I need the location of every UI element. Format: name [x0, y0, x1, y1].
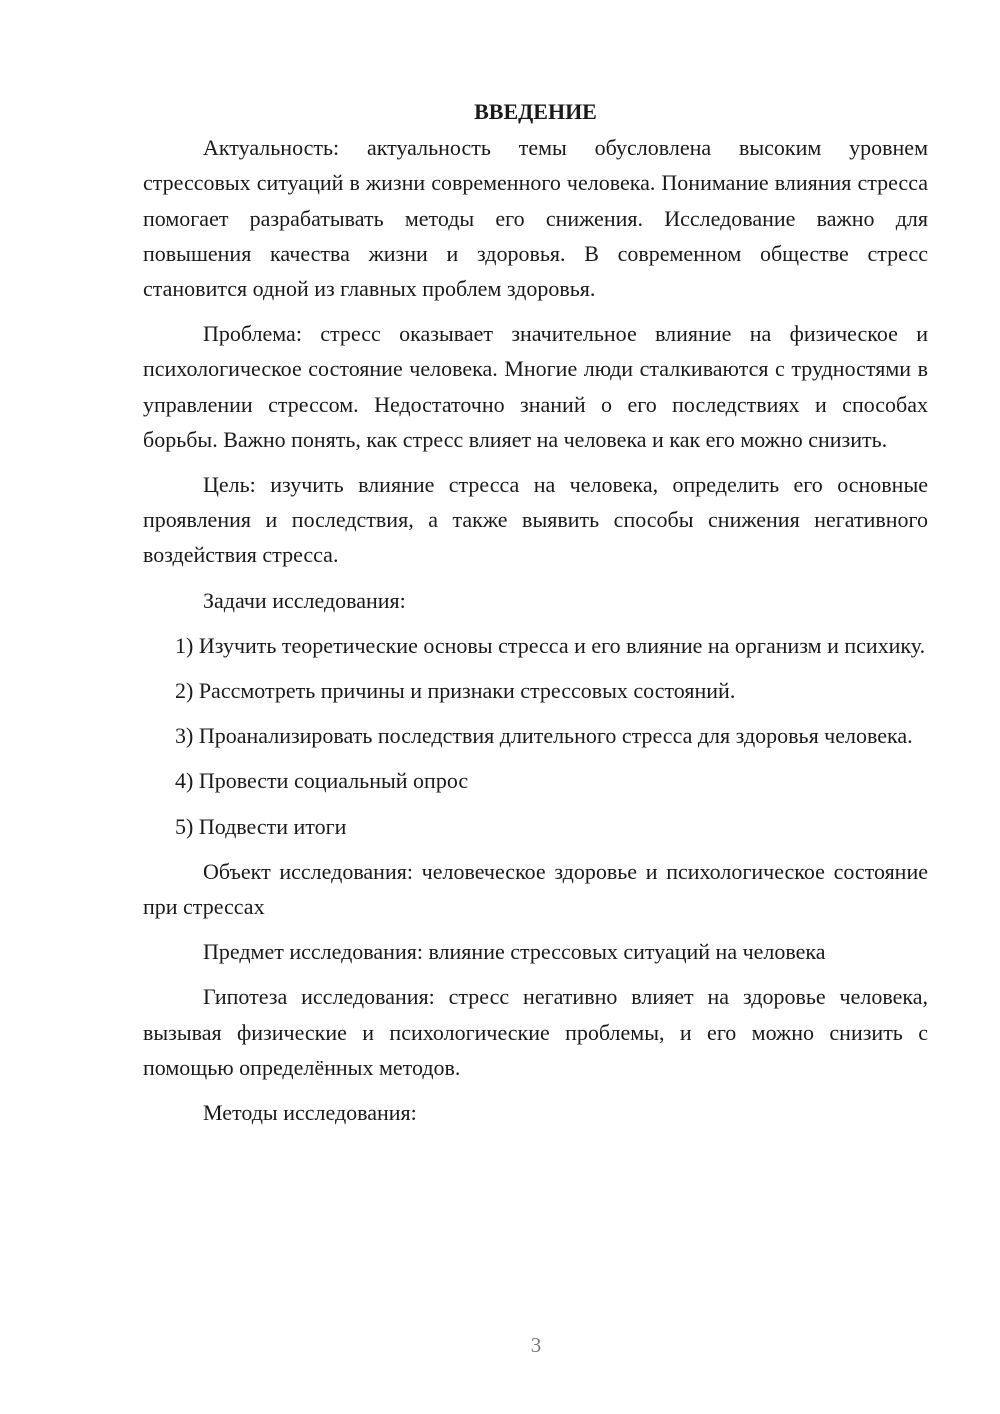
problem-paragraph: Проблема: стресс оказывает значительное влияние на физическое и психологическое состояние человека. Многие люди сталкиваются с трудностями в управлении стрессом. Недостаточно знаний о его последствиях и способах борьбы. Важно понять, как стресс влияет на человека и как его можно снизить. — [143, 321, 928, 452]
object-paragraph: Объект исследования: человеческое здоровье и психологическое состояние при стрессах — [143, 858, 928, 920]
task-item-4: 4) Провести социальный опрос — [175, 768, 469, 794]
goal-paragraph: Цель: изучить влияние стресса на человека, определить его основные проявления и последствия, а также выявить способы снижения негативного воздействия стресса. — [143, 472, 928, 568]
task-item-1: 1) Изучить теоретические основы стресса и его влияние на организм и психику. — [175, 632, 926, 658]
task-item-2: 2) Рассмотреть причины и признаки стрессовых состояний. — [175, 678, 736, 704]
subject-paragraph: Предмет исследования: влияние стрессовых ситуаций на человека — [203, 939, 826, 965]
tasks-heading: Задачи исследования: — [203, 587, 406, 613]
page-title: ВВЕДЕНИЕ — [474, 99, 597, 124]
task-item-3: 3) Проанализировать последствия длительного стресса для здоровья человека. — [175, 723, 913, 749]
task-item-5: 5) Подвести итоги — [175, 813, 347, 839]
hypothesis-paragraph: Гипотеза исследования: стресс негативно влияет на здоровье человека, вызывая физические и психологические проблемы, и его можно снизить с помощью определённых методов. — [143, 984, 928, 1080]
methods-heading: Методы исследования: — [203, 1100, 417, 1126]
page-number: 3 — [530, 1333, 542, 1357]
relevance-paragraph: Актуальность: актуальность темы обусловлена высоким уровнем стрессовых ситуаций в жизни современного человека. Понимание влияния стресса помогает разрабатывать методы его снижения. Исследование важно для повышения качества жизни и здоровья. В современном обществе стресс становится одной из главных проблем здоровья. — [143, 135, 928, 302]
page-content — [143, 94, 928, 1130]
